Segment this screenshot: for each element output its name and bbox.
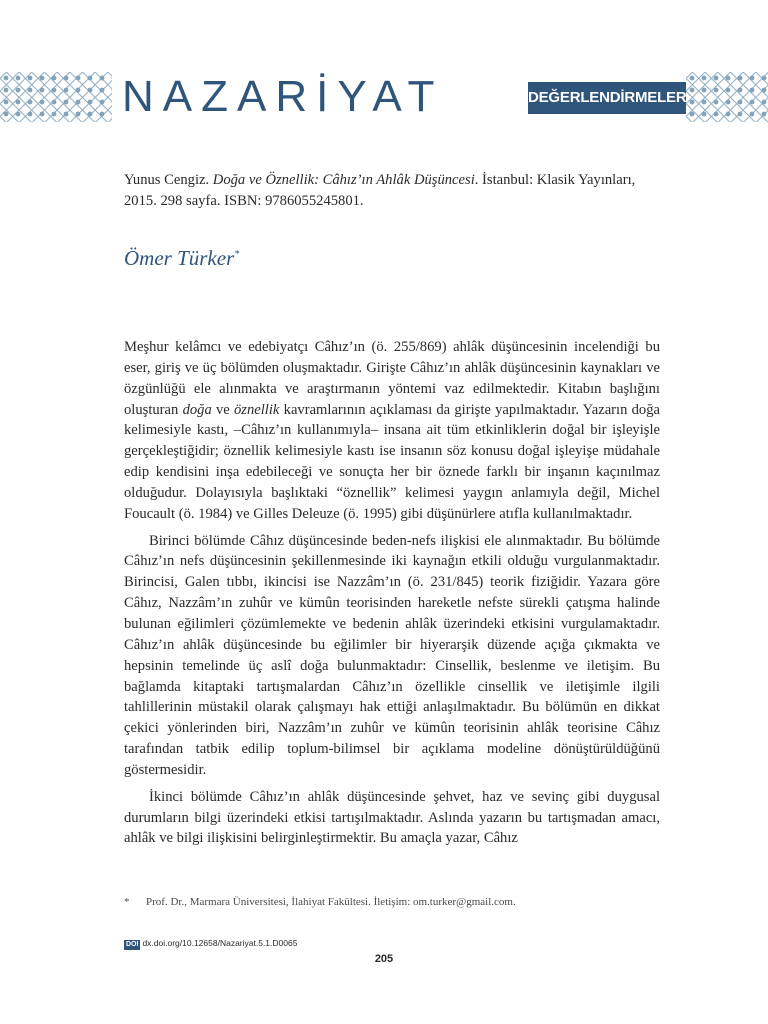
term-oznellik: öznellik: [234, 401, 280, 418]
doi-line: [124, 938, 297, 950]
citation-author: Yunus Cengiz.: [124, 172, 210, 188]
paragraph-3: İkinci bölümde Câhız’ın ahlâk düşüncesinde şehvet, haz ve sevinç gibi duygusal durumların bilgi üzerindeki etkisi tartışılmaktadır. Aslında yazarın bu tartışmadan amacı, ahlâk ve bilgi ilişkisini belirginleştirmektir. Bu amaçla yazar, Câhız: [124, 788, 660, 847]
citation-title: Doğa ve Öznellik: Câhız’ın Ahlâk Düşüncesi: [212, 172, 475, 188]
page-number: 205: [374, 953, 394, 965]
header-ornament-left: [0, 72, 112, 122]
section-badge: DEĞERLENDİRMELER: [528, 82, 686, 114]
book-citation: [124, 170, 662, 212]
doi-link[interactable]: dx.doi.org/10.12658/Nazariyat.5.1.D0065: [142, 938, 298, 948]
journal-header: [0, 72, 768, 122]
paragraph-1: Meşhur kelâmcı ve edebiyatçı Câhız’ın (ö. 255/869) ahlâk düşüncesinin incelendiği bu eser, giriş ve üç bölümden oluşmaktadır. Girişte Câhız’ın ahlâk düşüncesinin kaynakları ve özgünlüğü ele alınmakta ve araştırmanın yöntemi vaz edilmektedir. Kitabın başlığını oluşturan doğa ve öznellik kavramlarının açıklaması da girişte yapılmaktadır. Yazarın doğa kelimesiyle kastı, –Câhız’ın kullanımıyla– insana ait tüm etkinliklerin doğal bir işleyişle gerçekleştiğidir; öznellik kelimesiyle kastı ise insanın söz konusu doğal işleyişe müdahale edip kendisini inşa edebileceği ve sonuçta her bir öznede farklı bir inşanın kaçınılmaz olduğudur. Dolayısıyla başlıktaki “öznellik” kelimesi yaygın anlamıyla değil, Michel Foucault (ö. 1984) ve Gilles Deleuze (ö. 1995) gibi düşünürlere atıfla kullanılmaktadır.: [124, 339, 660, 522]
term-doga: doğa: [182, 401, 212, 418]
doi-badge: DOI: [126, 941, 139, 948]
header-ornament-right: [686, 72, 768, 122]
footnote-text: Prof. Dr., Marmara Üniversitesi, İlahiyat Fakültesi. İletişim: om.turker@gmail.com.: [146, 896, 516, 908]
journal-logo: NAZARİYAT: [122, 72, 444, 121]
footnote-marker: *: [234, 249, 240, 260]
reviewer-name-text: Ömer Türker: [124, 246, 235, 270]
paragraph-2: Birinci bölümde Câhız düşüncesinde beden-nefs ilişkisi ele alınmaktadır. Bu bölümde Câhız’ın nefs düşüncesinin şekillenmesinde iki kaynağın etkili olduğu vurgulanmaktadır. Birincisi, Galen tıbbı, ikincisi ise Nazzâm’ın (ö. 231/845) teorik fiziğidir. Yazara göre Câhız, Nazzâm’ın zuhûr ve kümûn teorisinden hareketle nefste sürekli çatışma halinde bulunan eğilimleri çözümlemekte ve bedenin ahlâk üzerindeki etkisini vurgulamaktadır. Câhız’ın ahlâk düşüncesinde bu eğilimler bir hiyerarşik düzende açığa çıkmakta ve hepsinin temelinde üç aslî doğa bulunmaktadır: Cinsellik, beslenme ve iletişim. Bu bağlamda kitaptaki tartışmalardan Câhız’ın özellikle cinsellik ve iletişimle ilgili tahlillerinin müstakil olarak çalışmayı hak ettiği anlaşılmaktadır. Bu bölümün en dikkat çekici yönlerinden biri, Nazzâm’ın zuhûr ve kümûn teorisinin ahlâk teorisine Câhız tarafından tatbik edilip toplum-bilimsel bir açıklama modeline dönüştürüldüğünü göstermesidir.: [124, 532, 660, 778]
footnote-mark: *: [124, 896, 130, 908]
article-body: [124, 337, 660, 849]
footnote: [124, 896, 516, 908]
reviewer-name: [124, 246, 239, 271]
citation-publisher: . İstanbul: Klasik Yayınları, 2015. 298 sayfa. ISBN: 9786055245801.: [124, 172, 636, 209]
